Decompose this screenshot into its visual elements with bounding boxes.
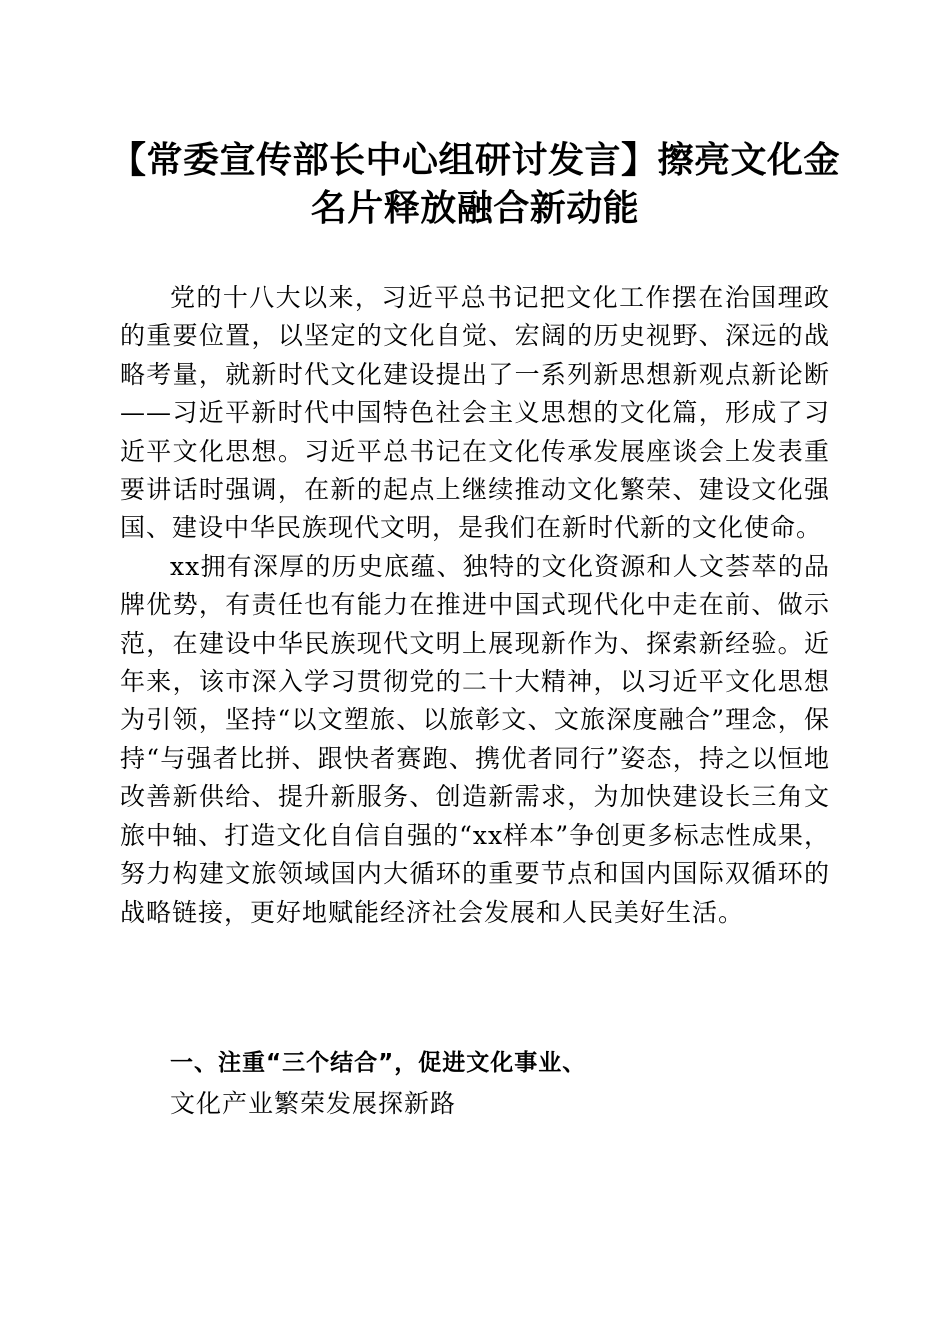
- section-heading: 一、注重“三个结合”，促进文化事业、: [170, 1050, 587, 1076]
- document-title-line-2: 名片释放融合新动能: [310, 187, 640, 229]
- section-subheading: 文化产业繁荣发展探新路: [170, 1089, 457, 1118]
- document-title-line-1: 【常委宣传部长中心组研讨发言】擦亮文化金: [109, 139, 840, 181]
- paragraph-intro: 党的十八大以来，习近平总书记把文化工作摆在治国理政的重要位置，以坚定的文化自觉、宏阔的历史视野、深远的战略考量，就新时代文化建设提出了一系列新思想新观点新论断——习近平新时代中国特色社会主义思想的文化篇，形成了习近平文化思想。习近平总书记在文化传承发展座谈会上发表重要讲话时强调，在新的起点上继续推动文化繁荣、建设文化强国、建设中华民族现代文明，是我们在新时代新的文化使命。: [120, 283, 830, 543]
- paragraph-city-overview: xx拥有深厚的历史底蕴、独特的文化资源和人文荟萃的品牌优势，有责任也有能力在推进中国式现代化中走在前、做示范，在建设中华民族现代文明上展现新作为、探索新经验。近年来，该市深入学习贯彻党的二十大精神，以习近平文化思想为引领，坚持“以文塑旅、以旅彰文、文旅深度融合”理念，保持“与强者比拼、跟快者赛跑、携优者同行”姿态，持之以恒地改善新供给、提升新服务、创造新需求，为加快建设长三角文旅中轴、打造文化自信自强的“xx样本”争创更多标志性成果，努力构建文旅领域国内大循环的重要节点和国内国际双循环的战略链接，更好地赋能经济社会发展和人民美好生活。: [120, 551, 830, 927]
- document-body: [120, 279, 830, 932]
- document-title: [100, 136, 850, 232]
